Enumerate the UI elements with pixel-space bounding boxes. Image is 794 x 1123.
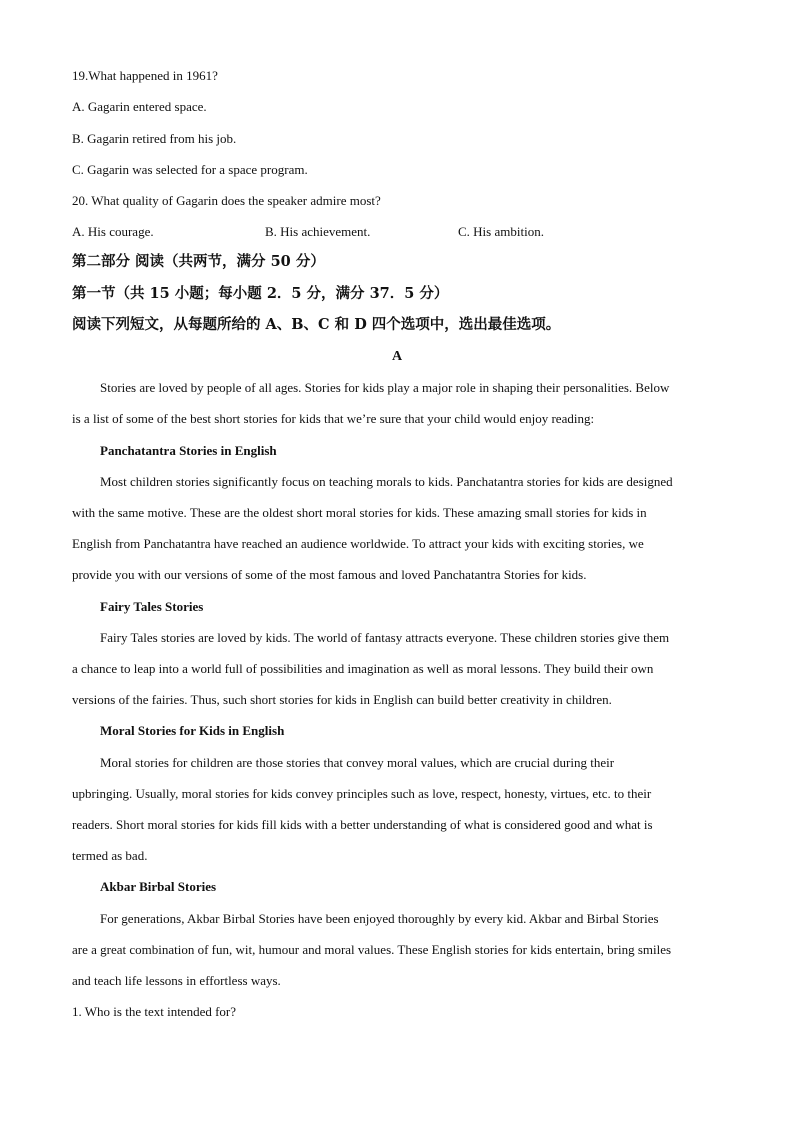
q19-option-c: C. Gagarin was selected for a space program.	[72, 162, 308, 177]
q20-option-a: A. His courage.	[72, 224, 154, 239]
akbar-birbal-line-1: For generations, Akbar Birbal Stories have been enjoyed thoroughly by every kid. Akbar and Birbal Stories	[100, 911, 659, 926]
question-20: 20. What quality of Gagarin does the speaker admire most?	[72, 193, 381, 208]
panchatantra-line-1: Most children stories significantly focus on teaching morals to kids. Panchatantra stories for kids are designed	[100, 474, 673, 489]
moral-stories-line-4: termed as bad.	[72, 848, 148, 863]
fairy-tales-line-3: versions of the fairies. Thus, such short stories for kids in English can build better creativity in children.	[72, 692, 612, 707]
section-heading-akbar-birbal: Akbar Birbal Stories	[100, 879, 217, 894]
panchatantra-line-4: provide you with our versions of some of the most famous and loved Panchatantra Stories for kids.	[72, 567, 587, 582]
fairy-tales-line-2: a chance to leap into a world full of possibilities and imagination as well as moral lessons. They build their own	[72, 661, 654, 676]
moral-stories-line-1: Moral stories for children are those stories that convey moral values, which are crucial during their	[100, 755, 615, 770]
fairy-tales-line-1: Fairy Tales stories are loved by kids. The world of fantasy attracts everyone. These children stories give them	[100, 630, 670, 645]
question-19: 19.What happened in 1961?	[72, 68, 218, 83]
akbar-birbal-line-3: and teach life lessons in effortless ways.	[72, 973, 281, 988]
intro-line-1: Stories are loved by people of all ages. Stories for kids play a major role in shaping their personalities. Below	[100, 380, 670, 395]
q20-option-b: B. His achievement.	[265, 224, 371, 239]
panchatantra-line-3: English from Panchatantra have reached an audience worldwide. To attract your kids with exciting stories, we	[72, 536, 644, 551]
passage-label: A	[391, 349, 403, 364]
q19-option-b: B. Gagarin retired from his job.	[72, 131, 237, 146]
panchatantra-line-2: with the same motive. These are the oldest short moral stories for kids. These amazing small stories for kids in	[72, 505, 647, 520]
section-heading-fairy-tales: Fairy Tales Stories	[100, 599, 204, 614]
akbar-birbal-line-2: are a great combination of fun, wit, humour and moral values. These English stories for kids entertain, bring smiles	[72, 942, 672, 957]
intro-line-2: is a list of some of the best short stories for kids that we’re sure that your child would enjoy reading:	[72, 411, 595, 426]
part-heading: 第二部分 阅读（共两节，满分 50 分）	[72, 253, 325, 270]
section-heading-panchatantra: Panchatantra Stories in English	[100, 443, 277, 458]
moral-stories-line-3: readers. Short moral stories for kids fill kids with a better understanding of what is considered good and what is	[72, 817, 653, 832]
q20-option-c: C. His ambition.	[458, 224, 544, 239]
instructions: 阅读下列短文，从每题所给的 A、B、C 和 D 四个选项中，选出最佳选项。	[72, 316, 561, 333]
moral-stories-line-2: upbringing. Usually, moral stories for kids convey principles such as love, respect, honesty, virtues, etc. to their	[72, 786, 652, 801]
q19-option-a: A. Gagarin entered space.	[72, 99, 207, 114]
question-1: 1. Who is the text intended for?	[72, 1004, 237, 1019]
section-heading-moral-stories: Moral Stories for Kids in English	[100, 723, 285, 738]
subsection-heading: 第一节（共 15 小题；每小题 2．5 分，满分 37．5 分）	[72, 285, 449, 302]
